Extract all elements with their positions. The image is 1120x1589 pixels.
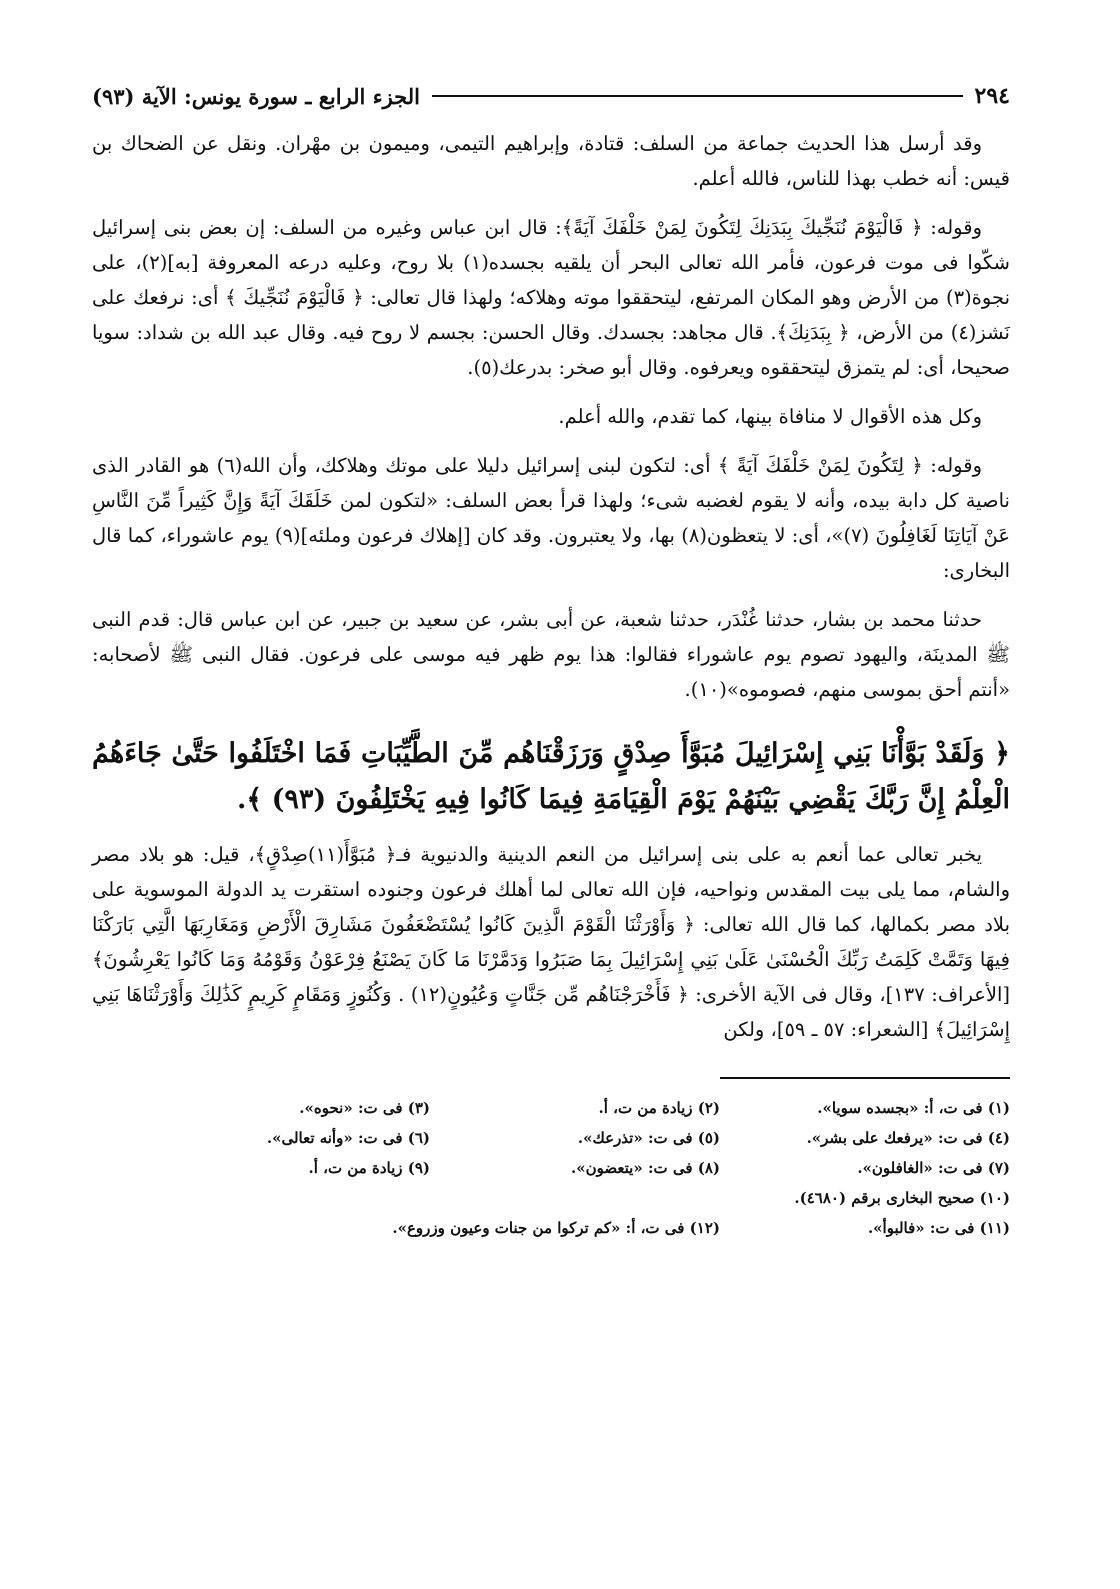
header-rule	[432, 95, 963, 97]
footnote-row	[92, 1153, 1010, 1183]
tafsir-paragraph: يخبر تعالى عما أنعم به على بنى إسرائيل من النعم الدينية والدنيوية فـ﴿ مُبَوَّأَ(١١)صِدْقٍ﴾، قيل: هو بلاد مصر والشام، مما يلى بيت المقدس ونواحيه، فإن الله تعالى لما أهلك فرعون وجنوده استقرت يد الدولة الموسوية على بلاد مصر بكمالها، كما قال الله تعالى: ﴿ وَأَوْرَثْنَا الْقَوْمَ الَّذِينَ كَانُوا يُسْتَضْعَفُونَ مَشَارِقَ الْأَرْضِ وَمَغَارِبَهَا الَّتِي بَارَكْنَا فِيهَا وَتَمَّتْ كَلِمَتُ رَبِّكَ الْحُسْنَىٰ عَلَىٰ بَنِي إِسْرَائِيلَ بِمَا صَبَرُوا وَدَمَّرْنَا مَا كَانَ يَصْنَعُ فِرْعَوْنُ وَقَوْمُهُ وَمَا كَانُوا يَعْرِشُونَ﴾[الأعراف: ١٣٧]، وقال فى الآية الأخرى: ﴿ فَأَخْرَجْنَاهُم مِّن جَنَّاتٍ وَعُيُونٍ(١٢) . وَكُنُوزٍ وَمَقَامٍ كَرِيمٍ كَذَٰلِكَ وَأَوْرَثْنَاهَا بَنِي إِسْرَائِيلَ﴾ [الشعراء: ٥٧ ـ ٥٩]، ولكن	[92, 843, 1010, 1041]
footnotes	[92, 1093, 1010, 1243]
footnote: (١١) فى ت: «فالبوأ».	[867, 1219, 1010, 1237]
footnote: (٧) فى ت: «الغافلون».	[857, 1159, 1010, 1177]
page-number: ٢٩٤	[974, 83, 1010, 109]
footnote: (٥) فى ت: «تذرعك».	[577, 1129, 720, 1147]
quran-verse: ﴿ وَلَقَدْ بَوَّأْنَا بَنِي إِسْرَائِيلَ مُبَوَّأَ صِدْقٍ وَرَزَقْنَاهُم مِّنَ الطَّيِّبَاتِ فَمَا اخْتَلَفُوا حَتَّىٰ جَاءَهُمُ الْعِلْمُ إِنَّ رَبَّكَ يَقْضِي بَيْنَهُمْ يَوْمَ الْقِيَامَةِ فِيمَا كَانُوا فِيهِ يَخْتَلِفُونَ (٩٣) ﴾.	[92, 738, 1010, 815]
footnote-row	[92, 1093, 1010, 1123]
footnote-row	[92, 1123, 1010, 1153]
footnote: (٦) فى ت: «وأنه تعالى».	[266, 1129, 430, 1147]
footnote-row	[92, 1213, 1010, 1243]
footnote: (٤) فى ت: «يرفعك على بشر».	[806, 1129, 1010, 1147]
running-title: الجزء الرابع ـ سورة يونس: الآية (٩٣)	[92, 83, 420, 109]
paragraph: وكل هذه الأقوال لا منافاة بينها، كما تقدم، والله أعلم.	[558, 405, 982, 428]
footnote: (٢) زيادة من ت، أ.	[598, 1099, 720, 1117]
paragraph: وقد أرسل هذا الحديث جماعة من السلف: قتادة، وإبراهيم التيمى، وميمون بن مهْران. ونقل عن الضحاك بن قيس: أنه خطب بهذا للناس، فالله أعلم.	[92, 132, 1010, 190]
paragraph: وقوله: ﴿ لِتَكُونَ لِمَنْ خَلْفَكَ آيَةً ﴾ أى: لتكون لبنى إسرائيل دليلا على موتك وهلاكك، وأن الله(٦) هو القادر الذى ناصية كل دابة بيده، وأنه لا يقوم لغضبه شىء؛ ولهذا قرأ بعض السلف: «لتكون لمن خَلَقَكَ آيَةً وَإِنَّ كَثِيراً مِّنَ النَّاسِ عَنْ آيَاتِنَا لَغَافِلُونَ (٧)»، أى: لا يتعظون(٨) بها، ولا يعتبرون. وقد كان [إهلاك فرعون وملئه](٩) يوم عاشوراء، كما قال البخارى:	[92, 454, 1011, 582]
page-body	[92, 126, 1010, 1047]
footnote: (٨) فى ت: «يتعضون».	[571, 1159, 720, 1177]
paragraph: حدثنا محمد بن بشار، حدثنا غُنْدَر، حدثنا شعبة، عن أبى بشر، عن سعيد بن جبير، عن ابن عباس قال: قدم النبى ﷺ المدينَة، واليهود تصوم يوم عاشوراء فقالوا: هذا يوم ظهر فيه موسى على فرعون. فقال النبى ﷺ لأصحابه: «أنتم أحق بموسى منهم، فصوموه»(١٠).	[92, 608, 1010, 701]
page-header	[92, 76, 1010, 116]
footnote: (٩) زيادة من ت، أ.	[308, 1159, 430, 1177]
footnote: (٣) فى ت: «نحوه».	[299, 1099, 430, 1117]
footnote-rule	[720, 1077, 1010, 1079]
paragraph: وقوله: ﴿ فَالْيَوْمَ نُنَجِّيكَ بِبَدَنِكَ لِتَكُونَ لِمَنْ خَلْفَكَ آيَةً﴾: قال ابن عباس وغيره من السلف: إن بعض بنى إسرائيل شكّوا فى موت فرعون، فأمر الله تعالى البحر أن يلقيه بجسده(١) بلا روح، وعليه درعه المعروفة [به](٢)، على نجوة(٣) من الأرض وهو المكان المرتفع، ليتحققوا موته وهلاكه؛ ولهذا قال تعالى: ﴿ فَالْيَوْمَ نُنَجِّيكَ ﴾ أى: نرفعك على نَشز(٤) من الأرض، ﴿ بِبَدَنِكَ﴾. قال مجاهد: بجسدك. وقال الحسن: بجسم لا روح فيه. وقال عبد الله بن شداد: سويا صحيحا، أى: لم يتمزق ليتحققوه ويعرفوه. وقال أبو صخر: بدرعك(٥).	[92, 216, 1011, 379]
footnote: (١٢) فى ت، أ: «كم تركوا من جنات وعيون وزروع».	[392, 1219, 720, 1237]
footnote: (١٠) صحيح البخارى برقم (٤٦٨٠).	[794, 1189, 1010, 1207]
footnote-row	[92, 1183, 1010, 1213]
footnote: (١) فى ت، أ: «بجسده سويا».	[817, 1099, 1010, 1117]
